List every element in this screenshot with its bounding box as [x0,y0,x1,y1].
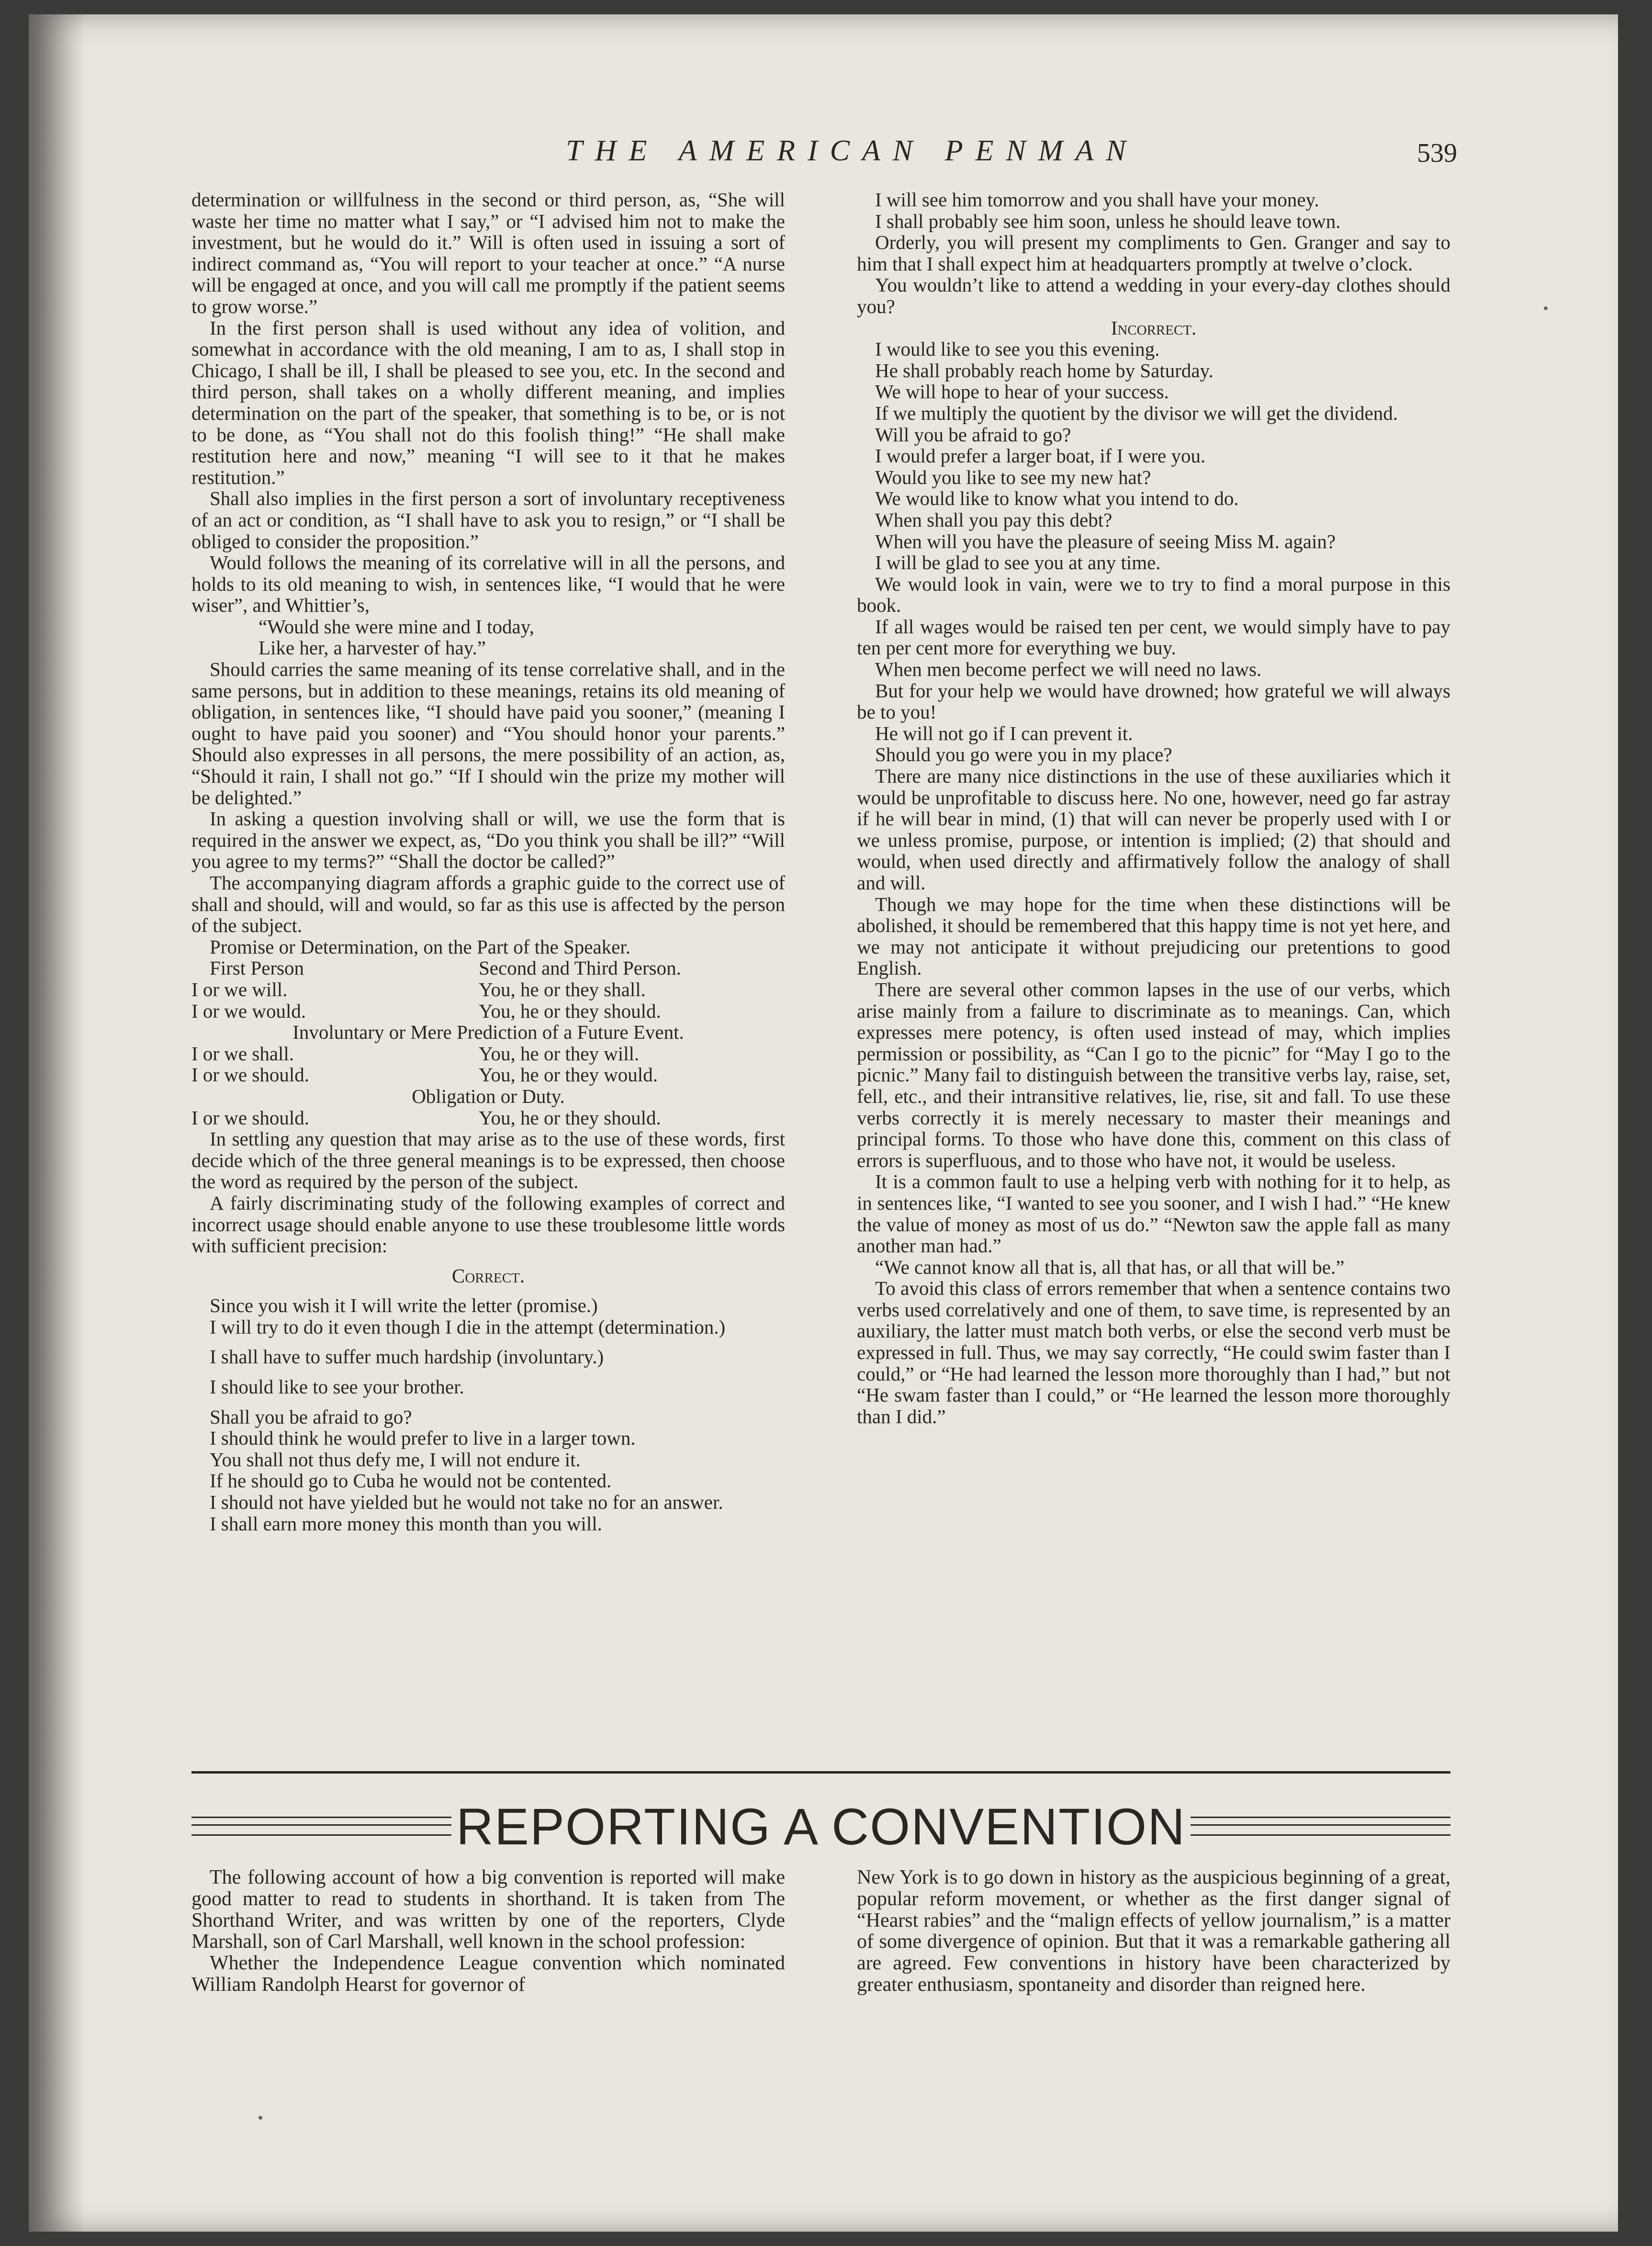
paragraph: Would follows the meaning of its correlative will in all the persons, and holds to its old meaning to wish, in sentences like, “I would that he were wiser”, and Whittier’s, [191,551,785,617]
diagram-cell: I or we will. [191,978,288,1000]
section-heading-correct: Correct. [452,1264,525,1287]
verse-line: “Would she were mine and I today, [258,615,534,638]
example-sentence: When men become perfect we will need no laws. [875,658,1262,681]
example-sentence: We would like to know what you intend to do. [875,487,1239,510]
example-sentence: I should like to see your brother. [210,1376,464,1398]
diagram-cell: Second and Third Person. [479,957,681,979]
example-sentence: I would prefer a larger boat, if I were you. [875,445,1206,467]
example-sentence: I should not have yielded but he would not take no for an answer. [210,1491,723,1514]
example-sentence: If all wages would be raised ten per cent, we would simply have to pay ten per cent more for everything we buy. [857,615,1450,659]
example-sentence: Should you go were you in my place? [875,743,1172,766]
example-sentence: Shall you be afraid to go? [210,1405,412,1428]
diagram-heading: Obligation or Duty. [412,1085,565,1107]
example-sentence: We will hope to hear of your success. [875,381,1169,403]
paragraph: There are many nice distinctions in the use of these auxiliaries which it would be unprofitable to discuss here. No one, however, need go far astray if he will bear in mind, (1) that will can never be properly used with I or we unless promise, purpose, or intention is implied; (2) that should and would, when used directly and affirmatively follow the analogy of shall and will. [857,765,1450,894]
paragraph: Whether the Independence League convention which nominated William Randolph Hearst for governor of [191,1952,785,1996]
magazine-page [29,14,1618,2232]
example-sentence: Since you wish it I will write the letter (promise.) [210,1294,598,1317]
title-rule-left [191,1817,451,1836]
diagram-row [191,1043,785,1065]
article-left-column [191,1867,785,1996]
diagram-cell: First Person [210,957,304,979]
example-sentence: You shall not thus defy me, I will not endure it. [210,1448,581,1471]
paragraph: A fairly discriminating study of the following examples of correct and incorrect usage should enable anyone to use these troublesome little words with sufficient precision: [191,1191,785,1257]
article-title: REPORTING A CONVENTION [456,1797,1186,1855]
paragraph: New York is to go down in history as the auspicious beginning of a great, popular reform movement, or whether as the first danger signal of “Hearst rabies” and the “malign effects of yellow journalism,” is a matter of some divergence of opinion. But that it was a remarkable gathering all are agreed. Few conventions in history have been characterized by greater enthusiasm, spontaneity and disorder than reigned here. [857,1866,1450,1996]
section-divider [191,1771,1450,1774]
paragraph: It is a common fault to use a helping verb with nothing for it to help, as in sentences like, “I wanted to see you sooner, and I wish I had.” “He knew the value of money as most of us do.” “Newton saw the apple fall as many another man had.” [857,1170,1450,1257]
diagram-cell: I or we shall. [191,1042,294,1065]
paragraph: Shall also implies in the first person a sort of involuntary receptiveness of an act or condition, as “I shall have to ask you to resign,” or “I shall be obliged to consider the proposition.” [191,487,785,552]
diagram-heading: Involuntary or Mere Prediction of a Future Event. [292,1021,684,1044]
running-head: THE AMERICAN PENMAN [566,135,1138,167]
diagram-cell: I or we should. [191,1064,309,1086]
example-sentence: Would you like to see my new hat? [875,466,1151,488]
example-sentence: If he should go to Cuba he would not be contented. [210,1470,612,1492]
example-sentence: But for your help we would have drowned; how grateful we will always be to you! [857,679,1450,723]
example-sentence: I will be glad to see you at any time. [875,551,1161,574]
diagram-row [191,1107,785,1129]
article-right-column [857,1867,1450,1996]
example-sentence: I shall earn more money this month than you will. [210,1512,602,1535]
paragraph: In settling any question that may arise as to the use of these words, first decide which of the three general meanings is to be expressed, then choose the word as required by the person of the subject. [191,1128,785,1193]
left-column [191,189,785,1534]
diagram-heading: Promise or Determination, on the Part of the Speaker. [210,935,631,958]
paragraph: There are several other common lapses in the use of our verbs, which arise mainly from a failure to discriminate as to meanings. Can, which expresses mere potency, is often used instead of may, which implies permission or possibility, as “Can I go to the picnic” for “May I go to the picnic.” Many fail to distinguish between the transitive verbs lay, raise, set, fell, etc., and their intransitive relatives, lie, rise, sit and fall. To use these verbs correctly it is merely necessary to master their meanings and principal forms. To those who have done this, comment on this class of errors is superfluous, and to those who have not, it would be useless. [857,978,1450,1171]
paragraph: To avoid this class of errors remember that when a sentence contains two verbs used correlatively and one of them, to save time, is represented by an auxiliary, the latter must match both verbs, or else the second verb must be expressed in full. Thus, we may say correctly, “He could swim faster than I could,” or “He had learned the lesson more thoroughly than I had,” but not “He swam faster than I could,” or “He learned the lesson more thoroughly than I did.” [857,1277,1450,1427]
diagram-cell: I or we should. [191,1106,309,1129]
example-sentence: When shall you pay this debt? [875,508,1113,531]
right-column [857,189,1450,1427]
example-sentence: Will you be afraid to go? [875,423,1071,446]
diagram-cell: You, he or they should. [479,1106,661,1129]
usage-diagram [191,936,785,1128]
diagram-cell: You, he or they would. [479,1064,658,1086]
example-sentence: I should think he would prefer to live in a larger town. [210,1427,636,1449]
verse-line: Like her, a harvester of hay.” [258,637,486,659]
example-sentence: I shall have to suffer much hardship (involuntary.) [210,1346,604,1368]
diagram-row [191,1000,785,1022]
diagram-cell: You, he or they should. [479,999,661,1022]
article-title-banner [191,1797,1450,1855]
example-sentence: I will try to do it even though I die in the attempt (determination.) [210,1315,726,1338]
paragraph: determination or willfulness in the second or third person, as, “She will waste her time no matter what I say,” or “I advised him not to make the investment, but he would do it.” Will is often used in issuing a sort of indirect command as, “You will report to your teacher at once.” “A nurse will be engaged at once, and you will call me promptly if the patient seems to grow worse.” [191,189,785,317]
paragraph: In the first person shall is used without any idea of volition, and somewhat in accordance with the old meaning, I am to as, I shall stop in Chicago, I shall be ill, I shall be pleased to see you, etc. In the second and third person, shall takes on a wholly different meaning, and implies determination on the part of the speaker, that something is to be, or is not to be done, as “You shall not do this foolish thing!” “He shall make restitution here and now,” meaning “I will see to it that he makes restitution.” [191,316,785,488]
example-sentence: I will see him tomorrow and you shall have your money. [875,189,1319,211]
diagram-row [191,957,785,979]
diagram-cell: You, he or they shall. [479,978,646,1000]
paper-speck [1544,306,1548,310]
example-sentence: He will not go if I can prevent it. [875,722,1133,744]
paragraph: Though we may hope for the time when these distinctions will be abolished, it should be remembered that this happy time is not yet here, and we may not anticipate it without prejudicing our pretentions to good English. [857,893,1450,979]
paragraph: In asking a question involving shall or will, we use the form that is required in the answer we expect, as, “Do you think you shall be ill?” “Will you agree to my terms?” “Shall the doctor be called?” [191,808,785,873]
binding-shadow [29,14,86,2232]
example-sentence: When will you have the pleasure of seeing Miss M. again? [875,530,1336,552]
example-sentence: Orderly, you will present my compliments to Gen. Granger and say to him that I shall expect him at headquarters promptly at twelve o’clock. [857,231,1450,275]
page-number: 539 [1417,138,1457,168]
paragraph: The accompanying diagram affords a graphic guide to the correct use of shall and should, will and would, so far as this use is affected by the person of the subject. [191,872,785,937]
example-sentence: We would look in vain, were we to try to find a moral purpose in this book. [857,573,1450,617]
example-sentence: I would like to see you this evening. [875,338,1160,360]
example-sentence: You wouldn’t like to attend a wedding in your every-day clothes should you? [857,274,1450,317]
diagram-row [191,1064,785,1086]
paragraph: Should carries the same meaning of its tense correlative shall, and in the same persons, but in addition to these meanings, retains its old meaning of obligation, in sentences like, “I should have paid you sooner,” (meaning I ought to have paid you sooner) and “You should honor your parents.” Should also expresses in all persons, the mere possibility of an action, as, “Should it rain, I shall not go.” “If I should win the prize my mother will be delighted.” [191,658,785,809]
example-sentence: He shall probably reach home by Saturday. [875,359,1214,382]
title-rule-right [1191,1817,1450,1836]
diagram-cell: You, he or they will. [479,1042,640,1065]
example-sentence: If we multiply the quotient by the divisor we will get the dividend. [875,402,1398,424]
example-sentence: I shall probably see him soon, unless he should leave town. [875,210,1341,232]
paragraph: The following account of how a big convention is reported will make good matter to read to students in shorthand. It is taken from The Shorthand Writer, and was written by one of the reporters, Clyde Marshall, son of Carl Marshall, well known in the school profession: [191,1866,785,1953]
diagram-cell: I or we would. [191,999,306,1022]
diagram-row [191,979,785,1000]
section-heading-incorrect: Incorrect. [1111,316,1197,339]
paragraph: “We cannot know all that is, all that has, or all that will be.” [875,1256,1345,1278]
paper-speck [258,2116,262,2120]
